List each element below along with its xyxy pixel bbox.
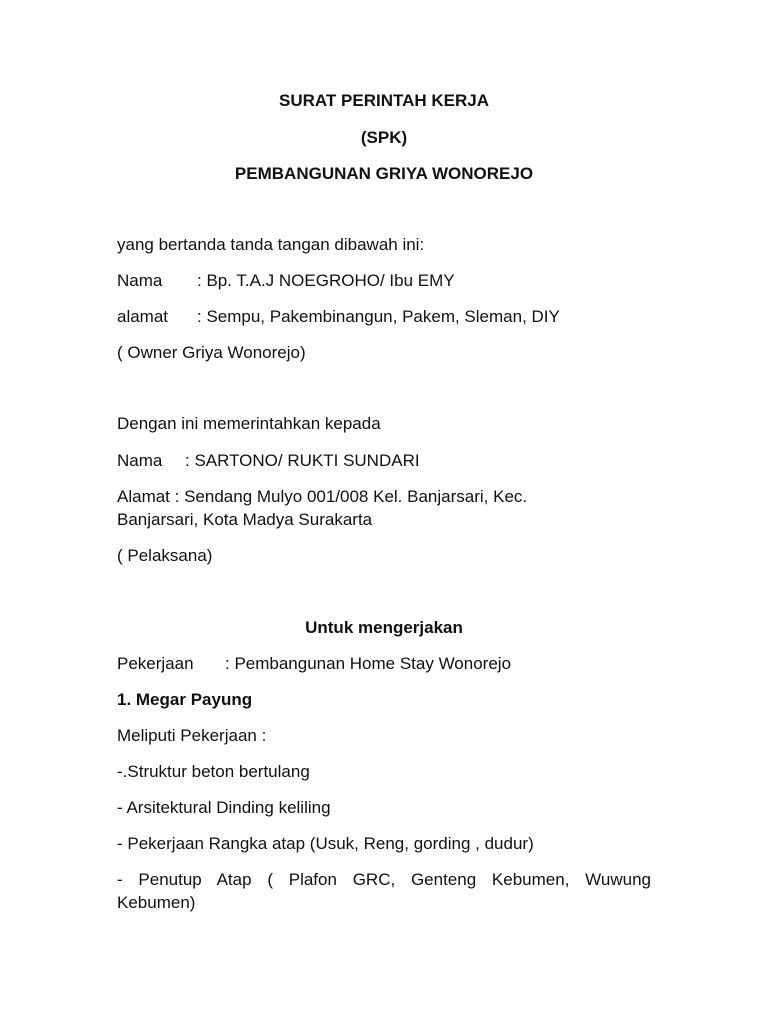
scope-item: - Arsitektural Dinding keliling (117, 798, 331, 817)
signer-address-label: alamat (117, 307, 169, 326)
job-row (117, 653, 511, 675)
scope-item: -.Struktur beton bertulang (117, 762, 310, 781)
scope-intro: Meliputi Pekerjaan : (117, 726, 267, 745)
signer-role: ( Owner Griya Wonorejo) (117, 343, 306, 362)
executor-address-line2: Banjarsari, Kota Madya Surakarta (117, 510, 373, 529)
signer-intro: yang bertanda tanda tangan dibawah ini: (117, 235, 425, 254)
executor-intro: Dengan ini memerintahkan kepada (117, 414, 381, 433)
scope-item: - Pekerjaan Rangka atap (Usuk, Reng, gording , dudur) (117, 834, 534, 853)
signer-name-row (117, 270, 455, 292)
section-title: 1. Megar Payung (117, 690, 253, 709)
word: Genteng (410, 870, 477, 889)
work-heading: Untuk mengerjakan (305, 618, 463, 637)
scope-item-roof-cover-line2: Kebumen) (117, 893, 196, 912)
job-label: Pekerjaan (117, 654, 194, 673)
word: ( (267, 870, 273, 889)
signer-name-label: Nama (117, 271, 163, 290)
executor-address-line1: Alamat : Sendang Mulyo 001/008 Kel. Banjarsari, Kec. (117, 487, 528, 506)
job-value: : Pembangunan Home Stay Wonorejo (225, 654, 512, 673)
doc-project-title: PEMBANGUNAN GRIYA WONOREJO (234, 164, 534, 183)
executor-role: ( Pelaksana) (117, 546, 213, 565)
word: Plafon (288, 870, 337, 889)
word: GRC, (352, 870, 396, 889)
doc-subtitle: (SPK) (360, 128, 408, 147)
doc-title: SURAT PERINTAH KERJA (279, 91, 489, 110)
executor-name-value: : SARTONO/ RUKTI SUNDARI (185, 451, 420, 470)
signer-name-value: : Bp. T.A.J NOEGROHO/ Ibu EMY (197, 271, 455, 290)
signer-address-value: : Sempu, Pakembinangun, Pakem, Sleman, DIY (197, 307, 560, 326)
word: Penutup (138, 870, 202, 889)
word: Wuwung (585, 870, 652, 889)
executor-name-row (117, 450, 420, 472)
signer-address-row (117, 306, 560, 328)
executor-name-label: Nama (117, 451, 163, 470)
word: Kebumen, (491, 870, 570, 889)
word: - (117, 870, 123, 889)
scope-item-roof-cover-line1 (117, 869, 651, 891)
word: Atap (216, 870, 252, 889)
